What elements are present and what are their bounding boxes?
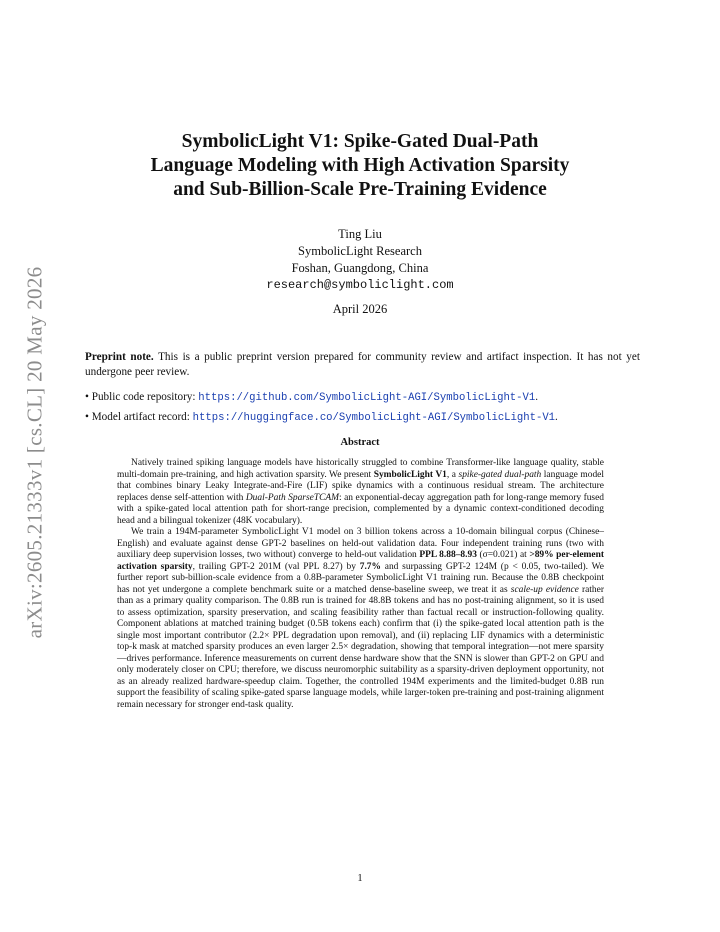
list-item	[85, 388, 645, 408]
abstract-text: , trailing GPT-2 201M (val PPL 8.27) by	[192, 561, 360, 572]
author-affiliation: SymbolicLight Research	[298, 244, 422, 258]
link-period: .	[535, 391, 539, 403]
link-list	[85, 388, 645, 428]
abstract-text: language model that combines binary Leaky Integrate-and-Fire (LIF) spike dynamics with a continuous residual stream. The architecture replaces dense self-attention with	[117, 469, 604, 503]
arxiv-identifier: arXiv:2605.21333v1 [cs.CL] 20 May 2026	[22, 266, 47, 639]
emphasis-text: Dual-Path SparseTCAM	[245, 492, 340, 503]
bullet: •	[85, 391, 89, 403]
abstract-paragraph-2	[117, 527, 604, 711]
emphasis-text: spike-gated dual-path	[458, 469, 542, 480]
title-line-1: SymbolicLight V1: Spike-Gated Dual-Path	[181, 131, 539, 152]
author-location: Foshan, Guangdong, China	[291, 261, 429, 275]
abstract-text: (σ=0.021) at	[476, 550, 530, 560]
title-line-3: and Sub-Billion-Scale Pre-Training Evidence	[173, 179, 547, 200]
author-block	[200, 226, 520, 294]
abstract-text: , a	[446, 469, 459, 480]
bold-metric: >89% per-element activation sparsity	[117, 550, 604, 572]
page-number: 1	[357, 873, 363, 884]
bullet: •	[85, 411, 89, 423]
emphasis-text: scale-up evidence	[510, 584, 579, 595]
abstract-body	[117, 458, 604, 711]
model-artifact-link[interactable]: https://huggingface.co/SymbolicLight-AGI/SymbolicLight-V1	[192, 412, 556, 424]
preprint-label: Preprint note.	[85, 351, 154, 363]
author-email[interactable]: research@symboliclight.com	[266, 278, 454, 292]
abstract-text: : an exponential-decay aggregation path for long-range memory fused with a spike-gated local attention path for short-range precision, complemented by a dynamic context-conditioned decoding head and a bilingual tokenizer (48K vocabulary).	[117, 492, 605, 526]
paper-title	[120, 130, 600, 202]
link-label: Public code repository:	[91, 391, 196, 403]
link-period: .	[555, 411, 558, 423]
abstract-text: and surpassing GPT-2 124M (p < 0.05, two-tailed). We further report sub-billion-scale evidence from a 0.8B-parameter SymbolicLight V1 training run. Because the 0.8B checkpoint has not yet undergone a complete benchmark suite or a matched dense-baseline sweep, we treat it as	[117, 561, 604, 595]
code-repository-link[interactable]: https://github.com/SymbolicLight-AGI/SymbolicLight-V1	[198, 392, 536, 404]
title-line-2: Language Modeling with High Activation Sparsity	[150, 155, 570, 176]
publication-date: April 2026	[332, 302, 388, 316]
model-name: SymbolicLight V1	[373, 469, 447, 480]
abstract-text: Natively trained spiking language models have historically struggled to combine Transformer-like language quality, stable multi-domain pre-training, and high activation sparsity. We present	[117, 458, 604, 480]
link-label: Model artifact record:	[91, 411, 190, 423]
abstract-text: We train a 194M-parameter SymbolicLight V1 model on 3 billion tokens across a 10-domain bilingual corpus (Chinese–English) and evaluate against dense GPT-2 baselines on held-out validation data. Four independent training runs (two with auxiliary deep supervision losses, two without) converge to held-out validation	[117, 527, 604, 560]
arxiv-watermark	[22, 255, 48, 650]
author-name: Ting Liu	[338, 227, 382, 241]
preprint-note	[85, 350, 640, 380]
abstract-paragraph-1	[117, 458, 604, 527]
list-item	[85, 408, 645, 428]
abstract-heading: Abstract	[340, 437, 380, 448]
bold-metric: 7.7%	[359, 561, 381, 572]
preprint-text: This is a public preprint version prepared for community review and artifact inspection. It has not yet undergone peer review.	[85, 351, 640, 378]
bold-metric: PPL 8.88–8.93	[419, 550, 477, 560]
abstract-text: rather than as a primary quality comparison. The 0.8B run is trained for 48.8B tokens and has no post-training alignment, so it is used to assess optimization, sparsity preservation, and scaling feasibility rather than factual recall or instruction-following quality. Component ablations at matched training budget (0.5B tokens each) confirm that (i) the spike-gated local attention path is the single most important contributor (2.2× PPL degradation upon removal), and (ii) replacing LIF dynamics with a deterministic top-k mask at matched sparsity produces an even larger 2.5× degradation, showing that temporal integration—not mere sparsity—drives performance. Inference measurements on current dense hardware show that the SNN is slower than GPT-2 on GPU and only moderately closer on CPU; therefore, we discuss neuromorphic suitability as a sparsity-driven deployment opportunity, not as an already realized hardware-speedup claim. Together, the controlled 194M experiments and the limited-budget 0.8B run support the feasibility of scaling spike-gated sparse language models, while larger-token pre-training and post-training alignment remain necessary for stronger end-task quality.	[117, 584, 604, 710]
